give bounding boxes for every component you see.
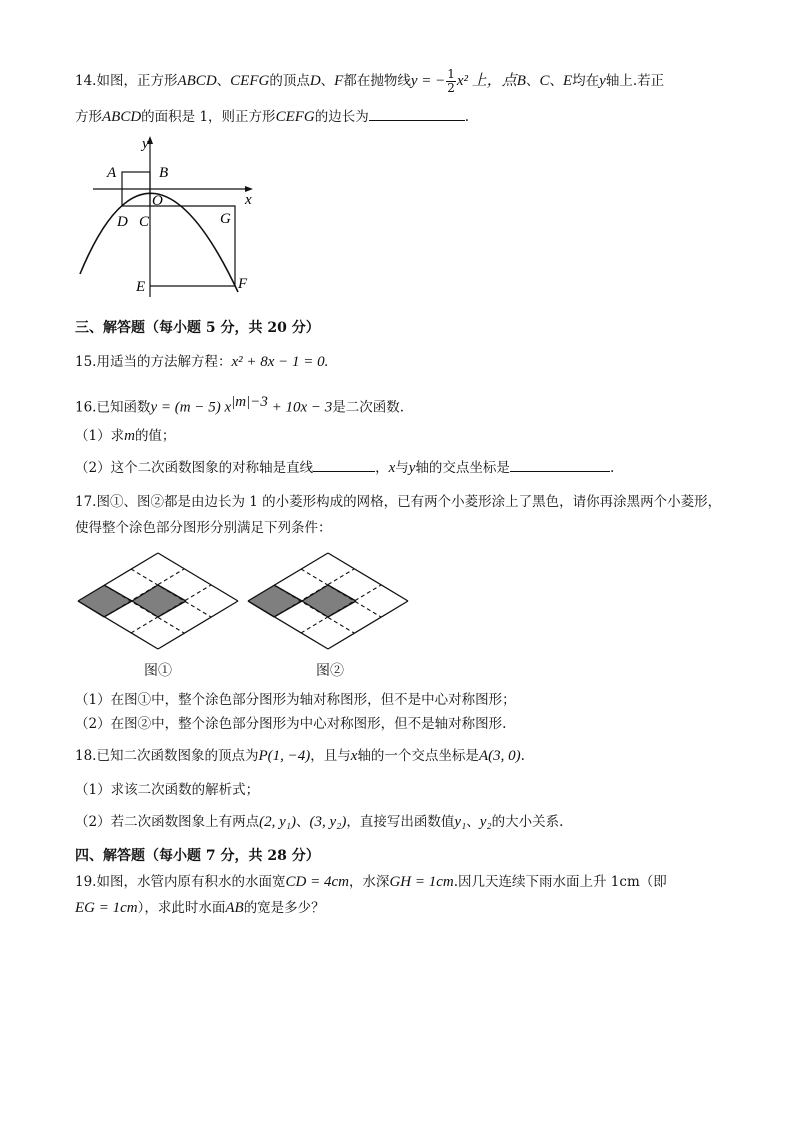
label-a: A — [107, 165, 117, 181]
fig2-shaded-2 — [302, 585, 356, 617]
q18-part1: （1）求该二次函数的解析式； — [75, 782, 260, 798]
label-c: C — [139, 214, 150, 230]
q19-line2: EG = 1cm），求此时水面AB的宽是多少？ — [75, 900, 325, 916]
label-d: D — [117, 214, 128, 230]
fraction-one-half: $\frac{1}{2}$ — [447, 67, 455, 95]
section-3-heading: 三、解答题（每小题 5 分，共 20 分） — [75, 320, 320, 336]
label-o: O — [152, 193, 163, 209]
answer-blank-intercept[interactable] — [510, 457, 610, 472]
q17-part2: （2）在图②中，整个涂色部分图形为中心对称图形，但不是轴对称图形. — [75, 716, 507, 732]
label-f: F — [238, 276, 248, 292]
q14-line2: 方形ABCD的面积是 1，则正方形CEFG的边长为 . — [75, 106, 469, 127]
q16-part1: （1）求m的值； — [75, 428, 176, 444]
q17-line1: 17.图①、图②都是由边长为 1 的小菱形构成的网格，已有两个小菱形涂上了黑色，请你再涂黑两个小菱形， — [75, 494, 722, 510]
label-y: y — [142, 136, 149, 152]
figure-q14-parabola — [75, 132, 265, 302]
label-x: x — [245, 192, 252, 208]
fig2-grid — [248, 553, 408, 649]
q18-stem: 18.已知二次函数图象的顶点为P(1, −4)，且与x轴的一个交点坐标是A(3, 0). — [75, 748, 525, 764]
fig1-grid — [78, 553, 238, 649]
q14-line1: 14.如图，正方形ABCD、CEFG的顶点D、F都在抛物线y = − $\frac{1}{2}$ x² 上，点B、C、E均在y轴上.若正 — [75, 67, 665, 95]
label-b: B — [159, 165, 169, 181]
fig1-shaded-2 — [132, 585, 186, 617]
q18-part2: （2）若二次函数图象上有两点(2, y₁)、(3, y₂)，直接写出函数值y₁、y₂的大小关系. — [75, 814, 564, 830]
label-g: G — [220, 211, 231, 227]
answer-blank-axis[interactable] — [313, 457, 375, 472]
figure-1-label: 图① — [144, 663, 172, 679]
q16-part2: （2）这个二次函数图象的对称轴是直线 ，x与y轴的交点坐标是 . — [75, 457, 614, 478]
label-e: E — [136, 279, 146, 295]
q19-line1: 19.如图，水管内原有积水的水面宽CD = 4cm，水深GH = 1cm.因几天连续下雨水面上升 1cm（即 — [75, 874, 667, 890]
section-4-heading: 四、解答题（每小题 7 分，共 28 分） — [75, 848, 320, 864]
fig2-shaded-1 — [248, 585, 302, 617]
q17-line2: 使得整个涂色部分图形分别满足下列条件： — [75, 520, 332, 536]
q15: 15.用适当的方法解方程：x² + 8x − 1 = 0. — [75, 354, 329, 370]
figure-2-label: 图② — [316, 663, 344, 679]
answer-blank-q14[interactable] — [369, 106, 465, 121]
fig1-shaded-1 — [78, 585, 132, 617]
q16-stem: 16.已知函数y = (m − 5) $x^{|m|-3} + 10x - 3$是二次函数. — [75, 394, 405, 416]
q17-part1: （1）在图①中，整个涂色部分图形为轴对称图形，但不是中心对称图形； — [75, 692, 516, 708]
figure-q17-final — [70, 545, 420, 655]
